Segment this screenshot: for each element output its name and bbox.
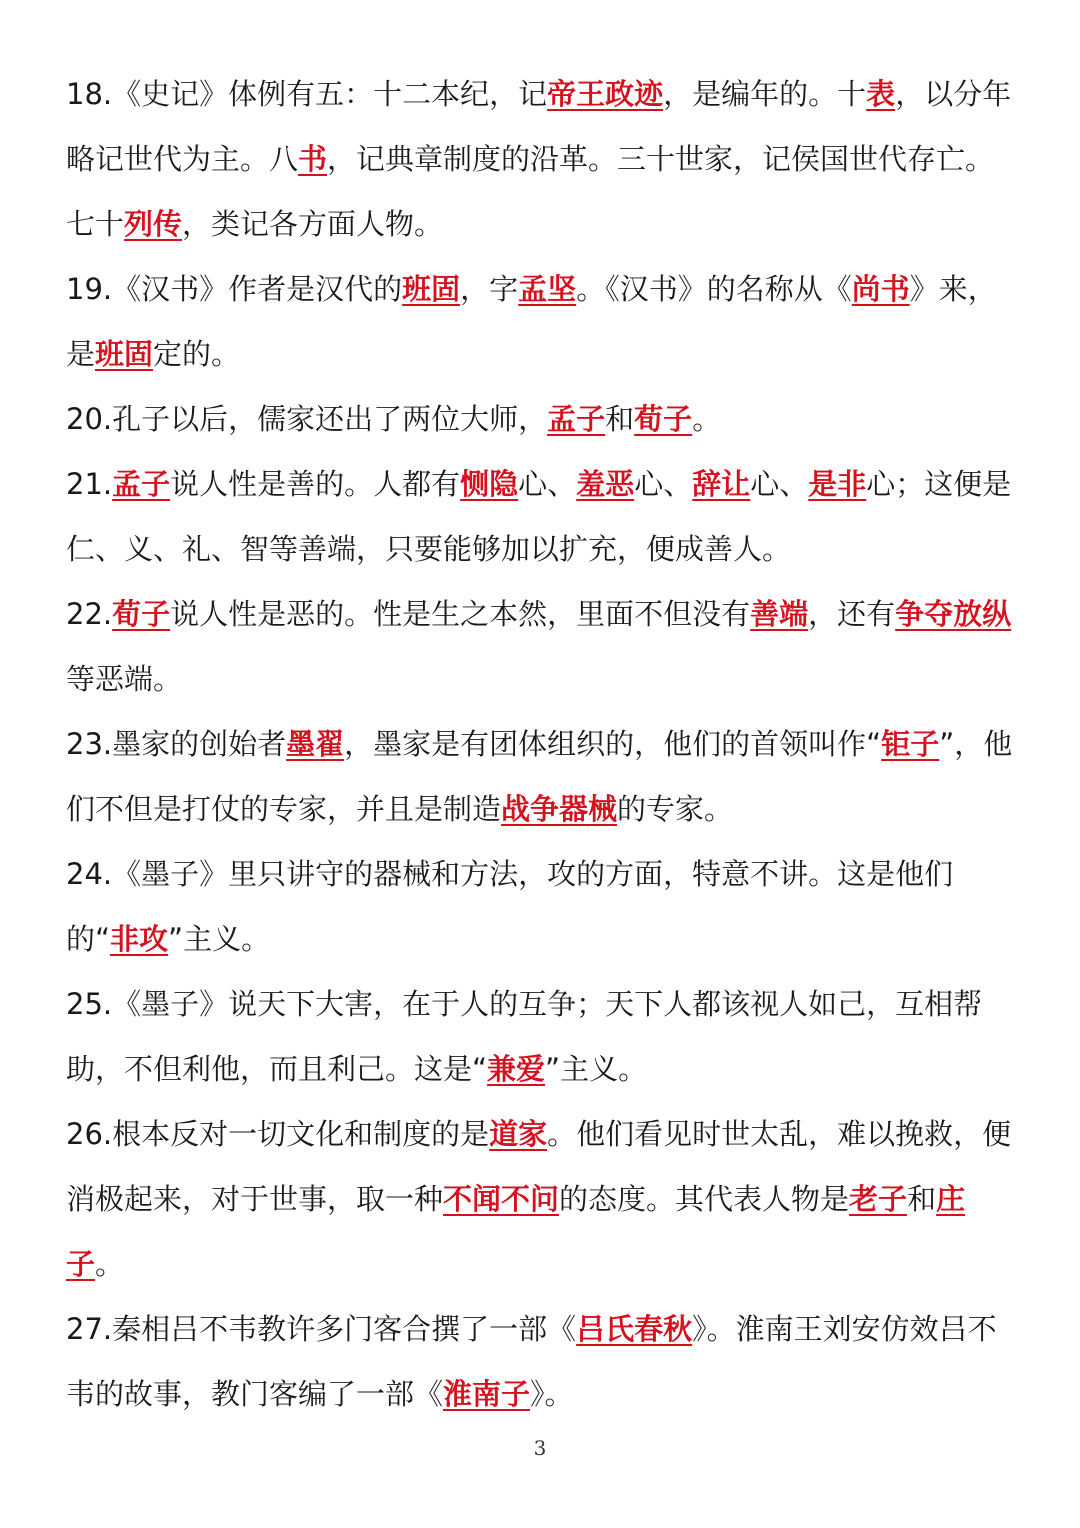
- page-number: 3: [533, 1436, 547, 1460]
- body-text: 孔子以后，儒家还出了两位大师，: [112, 402, 548, 436]
- body-text: 。《汉书》的名称从《: [576, 272, 852, 306]
- paragraph-item: [66, 842, 1016, 972]
- paragraph-item: [66, 387, 1016, 452]
- body-text: 的态度。其代表人物是: [559, 1182, 850, 1216]
- body-text: 。: [692, 402, 722, 436]
- highlighted-term: 庄子: [66, 1182, 966, 1281]
- paragraph-item: [66, 452, 1016, 582]
- body-text: 说人性是恶的。性是生之本然，里面不但没有: [170, 597, 751, 631]
- highlighted-term: 吕氏春秋: [576, 1312, 693, 1346]
- item-number: 20.: [66, 402, 113, 436]
- highlighted-term: 战争器械: [501, 792, 618, 826]
- highlighted-term: 辞让: [692, 467, 751, 501]
- body-text: 说人性是善的。人都有: [170, 467, 461, 501]
- item-number: 27.: [66, 1312, 113, 1346]
- paragraph-item: [66, 972, 1016, 1102]
- highlighted-term: 荀子: [112, 597, 171, 631]
- body-text: ”主义。: [168, 922, 271, 956]
- body-text: ”，他们不但是打仗的专家，并且是制造: [66, 727, 1013, 826]
- highlighted-term: 兼爱: [487, 1052, 546, 1086]
- body-text: 《墨子》说天下大害，在于人的互争；天下人都该视人如己，互相帮助，不但利他，而且利己。这是“: [66, 987, 983, 1086]
- body-text: 《汉书》作者是汉代的: [112, 272, 403, 306]
- body-text: 《史记》体例有五：十二本纪，记: [112, 77, 548, 111]
- highlighted-term: 老子: [849, 1182, 908, 1216]
- paragraph-item: [66, 1102, 1016, 1297]
- highlighted-term: 道家: [489, 1117, 548, 1151]
- body-text: 心、: [634, 467, 693, 501]
- body-text: ，记典章制度的沿革。三十世家，记侯国世代存亡。七十: [66, 142, 995, 241]
- body-text: ，类记各方面人物。: [182, 207, 444, 241]
- body-text: 。: [95, 1247, 125, 1281]
- highlighted-term: 班固: [402, 272, 461, 306]
- body-text: 的专家。: [617, 792, 734, 826]
- highlighted-term: 表: [866, 77, 896, 111]
- paragraph-item: [66, 582, 1016, 712]
- item-number: 26.: [66, 1117, 113, 1151]
- body-text: 《墨子》里只讲守的器械和方法，攻的方面，特意不讲。这是他们的“: [66, 857, 954, 956]
- body-text: 根本反对一切文化和制度的是: [112, 1117, 490, 1151]
- highlighted-term: 钜子: [881, 727, 940, 761]
- highlighted-term: 不闻不问: [443, 1182, 560, 1216]
- highlighted-term: 善端: [750, 597, 809, 631]
- body-text: 等恶端。: [66, 662, 183, 696]
- highlighted-term: 恻隐: [460, 467, 519, 501]
- body-text: ，是编年的。十: [663, 77, 867, 111]
- highlighted-term: 尚书: [851, 272, 910, 306]
- highlighted-term: 淮南子: [443, 1377, 531, 1411]
- document-body: [66, 62, 1016, 1427]
- item-number: 23.: [66, 727, 113, 761]
- body-text: 》。淮南王刘安仿效吕不韦的故事，教门客编了一部《: [66, 1312, 997, 1411]
- body-text: ”主义。: [545, 1052, 648, 1086]
- body-text: 》来，是: [66, 272, 997, 371]
- highlighted-term: 帝王政迹: [547, 77, 664, 111]
- item-number: 22.: [66, 597, 113, 631]
- highlighted-term: 孟坚: [518, 272, 577, 306]
- body-text: ，墨家是有团体组织的，他们的首领叫作“: [344, 727, 882, 761]
- paragraph-item: [66, 62, 1016, 257]
- item-number: 21.: [66, 467, 113, 501]
- highlighted-term: 非攻: [110, 922, 169, 956]
- highlighted-term: 书: [298, 142, 328, 176]
- highlighted-term: 孟子: [547, 402, 606, 436]
- body-text: 秦相吕不韦教许多门客合撰了一部《: [112, 1312, 577, 1346]
- highlighted-term: 争夺放纵: [895, 597, 1012, 631]
- body-text: 心、: [750, 467, 809, 501]
- highlighted-term: 孟子: [112, 467, 171, 501]
- paragraph-item: [66, 257, 1016, 387]
- highlighted-term: 墨翟: [286, 727, 345, 761]
- highlighted-term: 班固: [95, 337, 154, 371]
- body-text: ，字: [460, 272, 519, 306]
- body-text: 心；这便是仁、义、礼、智等善端，只要能够加以扩充，便成善人。: [66, 467, 1012, 566]
- body-text: ，还有: [808, 597, 896, 631]
- body-text: 和: [907, 1182, 937, 1216]
- highlighted-term: 羞恶: [576, 467, 635, 501]
- item-number: 24.: [66, 857, 113, 891]
- highlighted-term: 是非: [808, 467, 867, 501]
- highlighted-term: 荀子: [634, 402, 693, 436]
- body-text: 。他们看见时世太乱，难以挽救，便消极起来，对于世事，取一种: [66, 1117, 1012, 1216]
- item-number: 19.: [66, 272, 113, 306]
- body-text: 定的。: [153, 337, 241, 371]
- body-text: 》。: [530, 1377, 574, 1411]
- paragraph-item: [66, 1297, 1016, 1427]
- body-text: 和: [605, 402, 635, 436]
- body-text: ，以分年略记世代为主。八: [66, 77, 1012, 176]
- highlighted-term: 列传: [124, 207, 183, 241]
- item-number: 18.: [66, 77, 113, 111]
- paragraph-item: [66, 712, 1016, 842]
- body-text: 墨家的创始者: [112, 727, 287, 761]
- body-text: 心、: [518, 467, 577, 501]
- item-number: 25.: [66, 987, 113, 1021]
